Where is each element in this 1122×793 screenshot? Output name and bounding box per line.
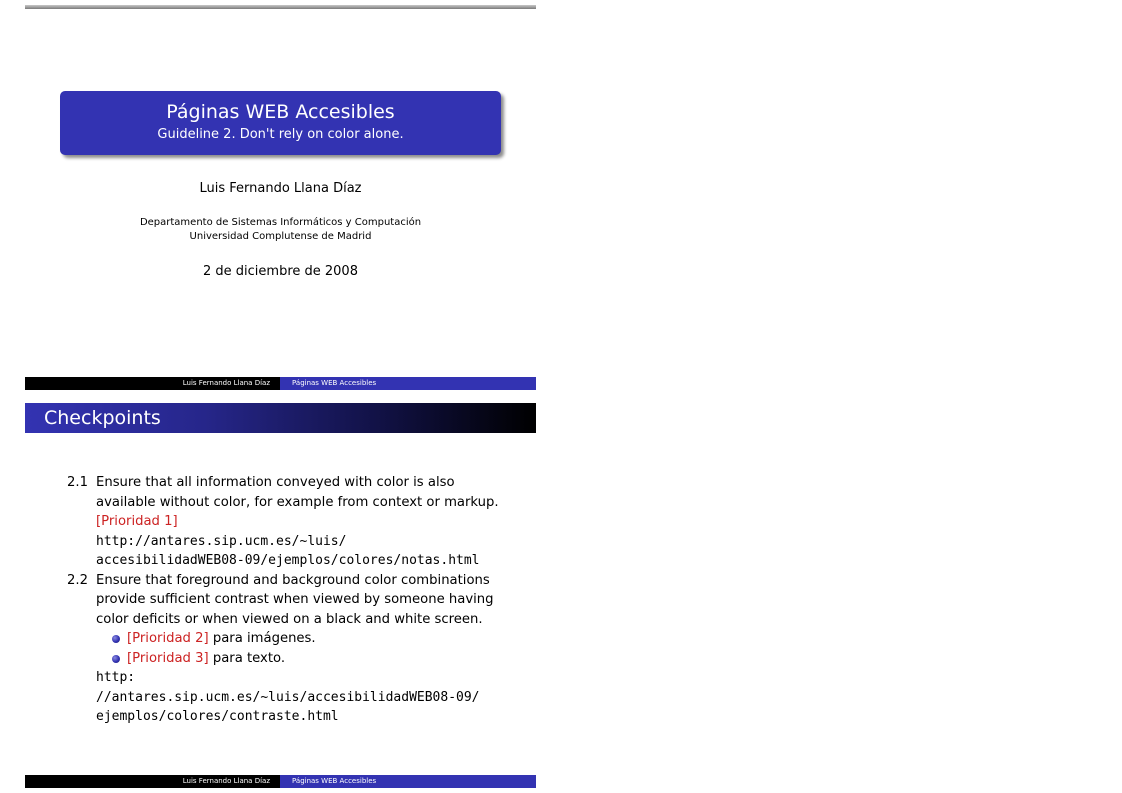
checkpoint-text: available without color, for example from context or markup. [96, 494, 499, 510]
presentation-subtitle: Guideline 2. Don't rely on color alone. [157, 127, 404, 142]
institute-university: Universidad Complutense de Madrid [189, 231, 372, 242]
checkpoint-list [67, 473, 527, 727]
priority-label: [Prioridad 1] [96, 514, 178, 529]
author-name: Luis Fernando Llana Díaz [199, 181, 362, 196]
title-slide [25, 5, 536, 390]
slide-footer [25, 775, 536, 788]
slide-footer [25, 377, 536, 390]
checkpoint-item [67, 571, 527, 727]
presentation-title: Páginas WEB Accesibles [166, 101, 395, 123]
example-url: //antares.sip.ucm.es/~luis/accesibilidadWEB08-09/ [96, 689, 480, 705]
checkpoint-number: 2.1 [67, 475, 88, 490]
footer-title: Páginas WEB Accesibles [280, 775, 536, 788]
footer-title: Páginas WEB Accesibles [280, 377, 536, 390]
title-box [60, 91, 501, 155]
example-url: accesibilidadWEB08-09/ejemplos/colores/notas.html [96, 553, 480, 568]
institute [25, 216, 536, 244]
checkpoint-text: provide sufficient contrast when viewed by someone having [96, 592, 494, 607]
bullet-text: para imágenes. [208, 631, 316, 646]
footer-author: Luis Fernando Llana Díaz [25, 377, 280, 390]
checkpoint-number: 2.2 [67, 572, 88, 588]
sub-bullet [96, 629, 527, 649]
bullet-icon [112, 635, 120, 643]
priority-label: [Prioridad 2] [127, 631, 209, 646]
example-url: ejemplos/colores/contraste.html [96, 709, 339, 724]
priority-label: [Prioridad 3] [127, 650, 209, 666]
checkpoints-slide [25, 403, 536, 788]
institute-department: Departamento de Sistemas Informáticos y Computación [139, 217, 422, 228]
footer-author: Luis Fernando Llana Díaz [25, 775, 280, 788]
checkpoint-text: color deficits or when viewed on a black and white screen. [96, 611, 483, 627]
bullet-text: para texto. [208, 650, 286, 666]
checkpoint-text: Ensure that foreground and background color combinations [96, 572, 490, 588]
frame-title: Checkpoints [25, 403, 536, 433]
example-url: http: [96, 670, 136, 685]
checkpoint-text: Ensure that all information conveyed with color is also [96, 475, 455, 490]
top-rule [25, 5, 536, 9]
presentation-date: 2 de diciembre de 2008 [203, 264, 358, 279]
sub-bullet [96, 649, 527, 669]
bullet-icon [112, 655, 120, 663]
checkpoint-item [67, 473, 527, 571]
example-url: http://antares.sip.ucm.es/~luis/ [96, 533, 347, 549]
